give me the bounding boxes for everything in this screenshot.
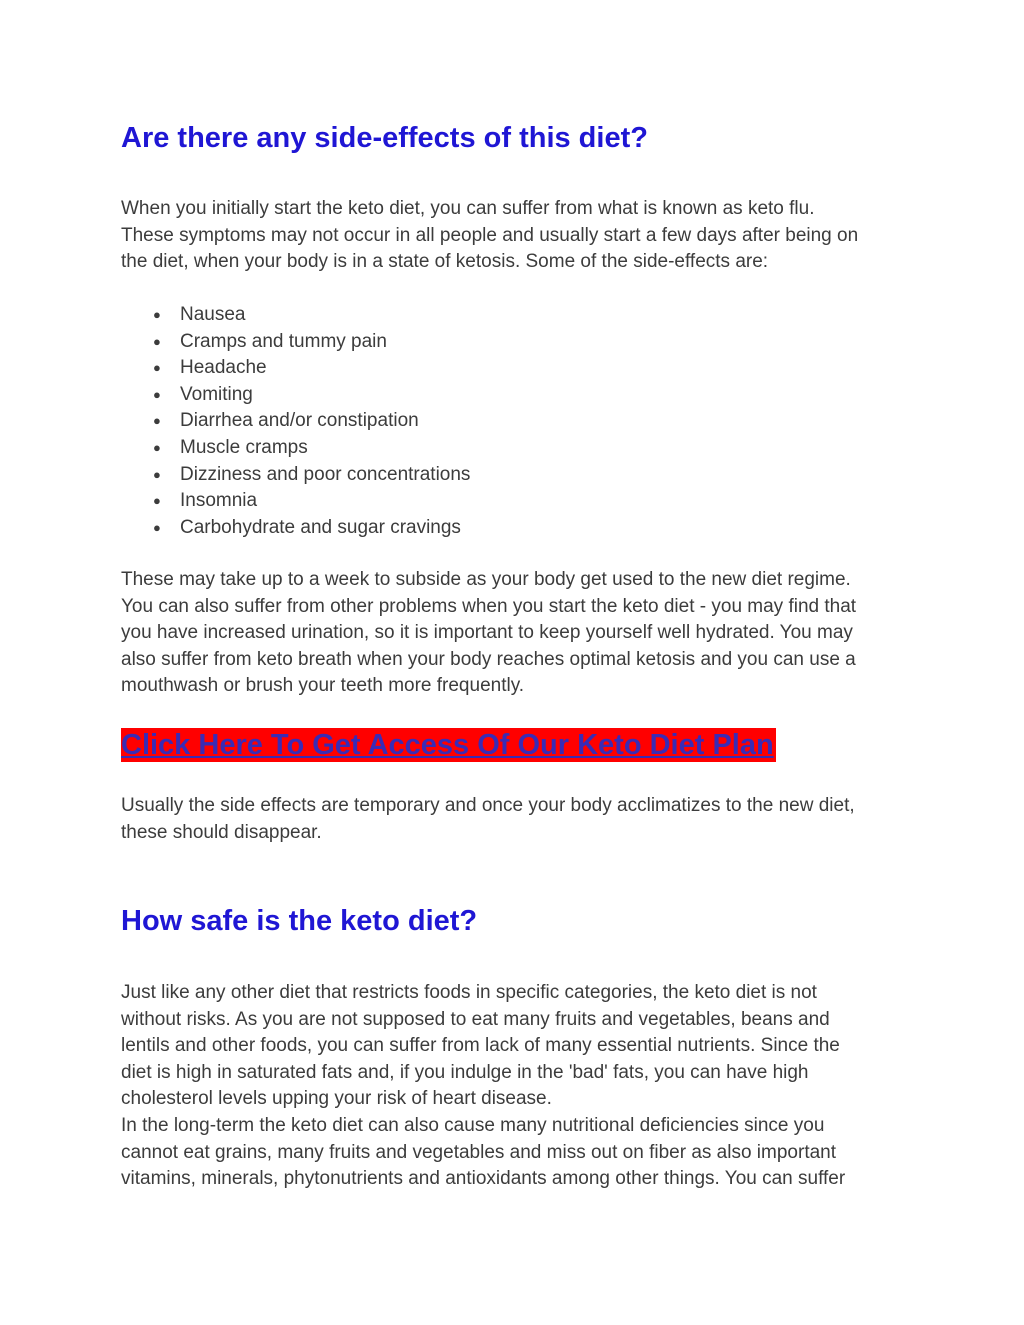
text-line: Just like any other diet that restricts foods in specific categories, the keto diet is not [121,982,817,1003]
text-line: cholesterol levels upping your risk of heart disease. [121,1088,552,1110]
text-line: When you initially start the keto diet, you can suffer from what is known as keto flu. [121,198,815,219]
list-item-label: Cramps and tummy pain [180,330,387,352]
bullet-icon: ● [153,360,161,376]
list-item-label: Diarrhea and/or constipation [180,410,419,432]
bullet-icon: ● [153,466,161,482]
bullet-icon: ● [153,386,161,402]
bullet-icon: ● [153,439,161,455]
list-item-label: Carbohydrate and sugar cravings [180,516,461,538]
after-list-paragraph [121,567,911,700]
text-line: these should disappear. [121,821,322,843]
text-line: diet is high in saturated fats and, if you indulge in the 'bad' fats, you can have high [121,1061,809,1083]
text-line: These symptoms may not occur in all people and usually start a few days after being on [121,224,859,246]
text-line: the diet, when your body is in a state of ketosis. Some of the side-effects are: [121,251,769,273]
text-line: These may take up to a week to subside as your body get used to the new diet regime. [121,569,851,590]
heading-how-safe: How safe is the keto diet? [121,905,478,937]
bullet-icon: ● [153,333,161,349]
keto-diet-plan-link[interactable]: Click Here To Get Access Of Our Keto Diet Plan [121,729,774,761]
heading-side-effects: Are there any side-effects of this diet? [121,122,648,154]
text-line: lentils and other foods, you can suffer from lack of many essential nutrients. Since the [121,1035,840,1057]
text-line: You can also suffer from other problems when you start the keto diet - you may find that [121,595,857,617]
list-item-label: Vomiting [180,383,253,405]
text-line: without risks. As you are not supposed to eat many fruits and vegetables, beans and [121,1008,830,1030]
text-line: In the long-term the keto diet can also cause many nutritional deficiencies since you [121,1114,825,1136]
list-item-label: Dizziness and poor concentrations [180,463,471,485]
list-item-label: Muscle cramps [180,436,308,458]
text-line: also suffer from keto breath when your body reaches optimal ketosis and you can use a [121,648,856,670]
text-line: mouthwash or brush your teeth more frequently. [121,675,525,697]
bullet-icon: ● [153,413,161,429]
intro-paragraph [121,196,911,276]
closing-paragraph [121,793,911,846]
list-item-label: Headache [180,357,267,379]
list-item-label: Nausea [180,304,246,325]
safety-paragraph [121,980,911,1193]
text-line: cannot eat grains, many fruits and vegetables and miss out on fiber as also important [121,1141,837,1163]
text-line: you have increased urination, so it is important to keep yourself well hydrated. You may [121,622,853,644]
bullet-icon: ● [153,307,161,322]
text-line: Usually the side effects are temporary and once your body acclimatizes to the new diet, [121,795,855,816]
bullet-icon: ● [153,519,161,535]
bullet-icon: ● [153,493,161,509]
text-line: vitamins, minerals, phytonutrients and antioxidants among other things. You can suffer [121,1168,846,1190]
list-item-label: Insomnia [180,490,258,512]
